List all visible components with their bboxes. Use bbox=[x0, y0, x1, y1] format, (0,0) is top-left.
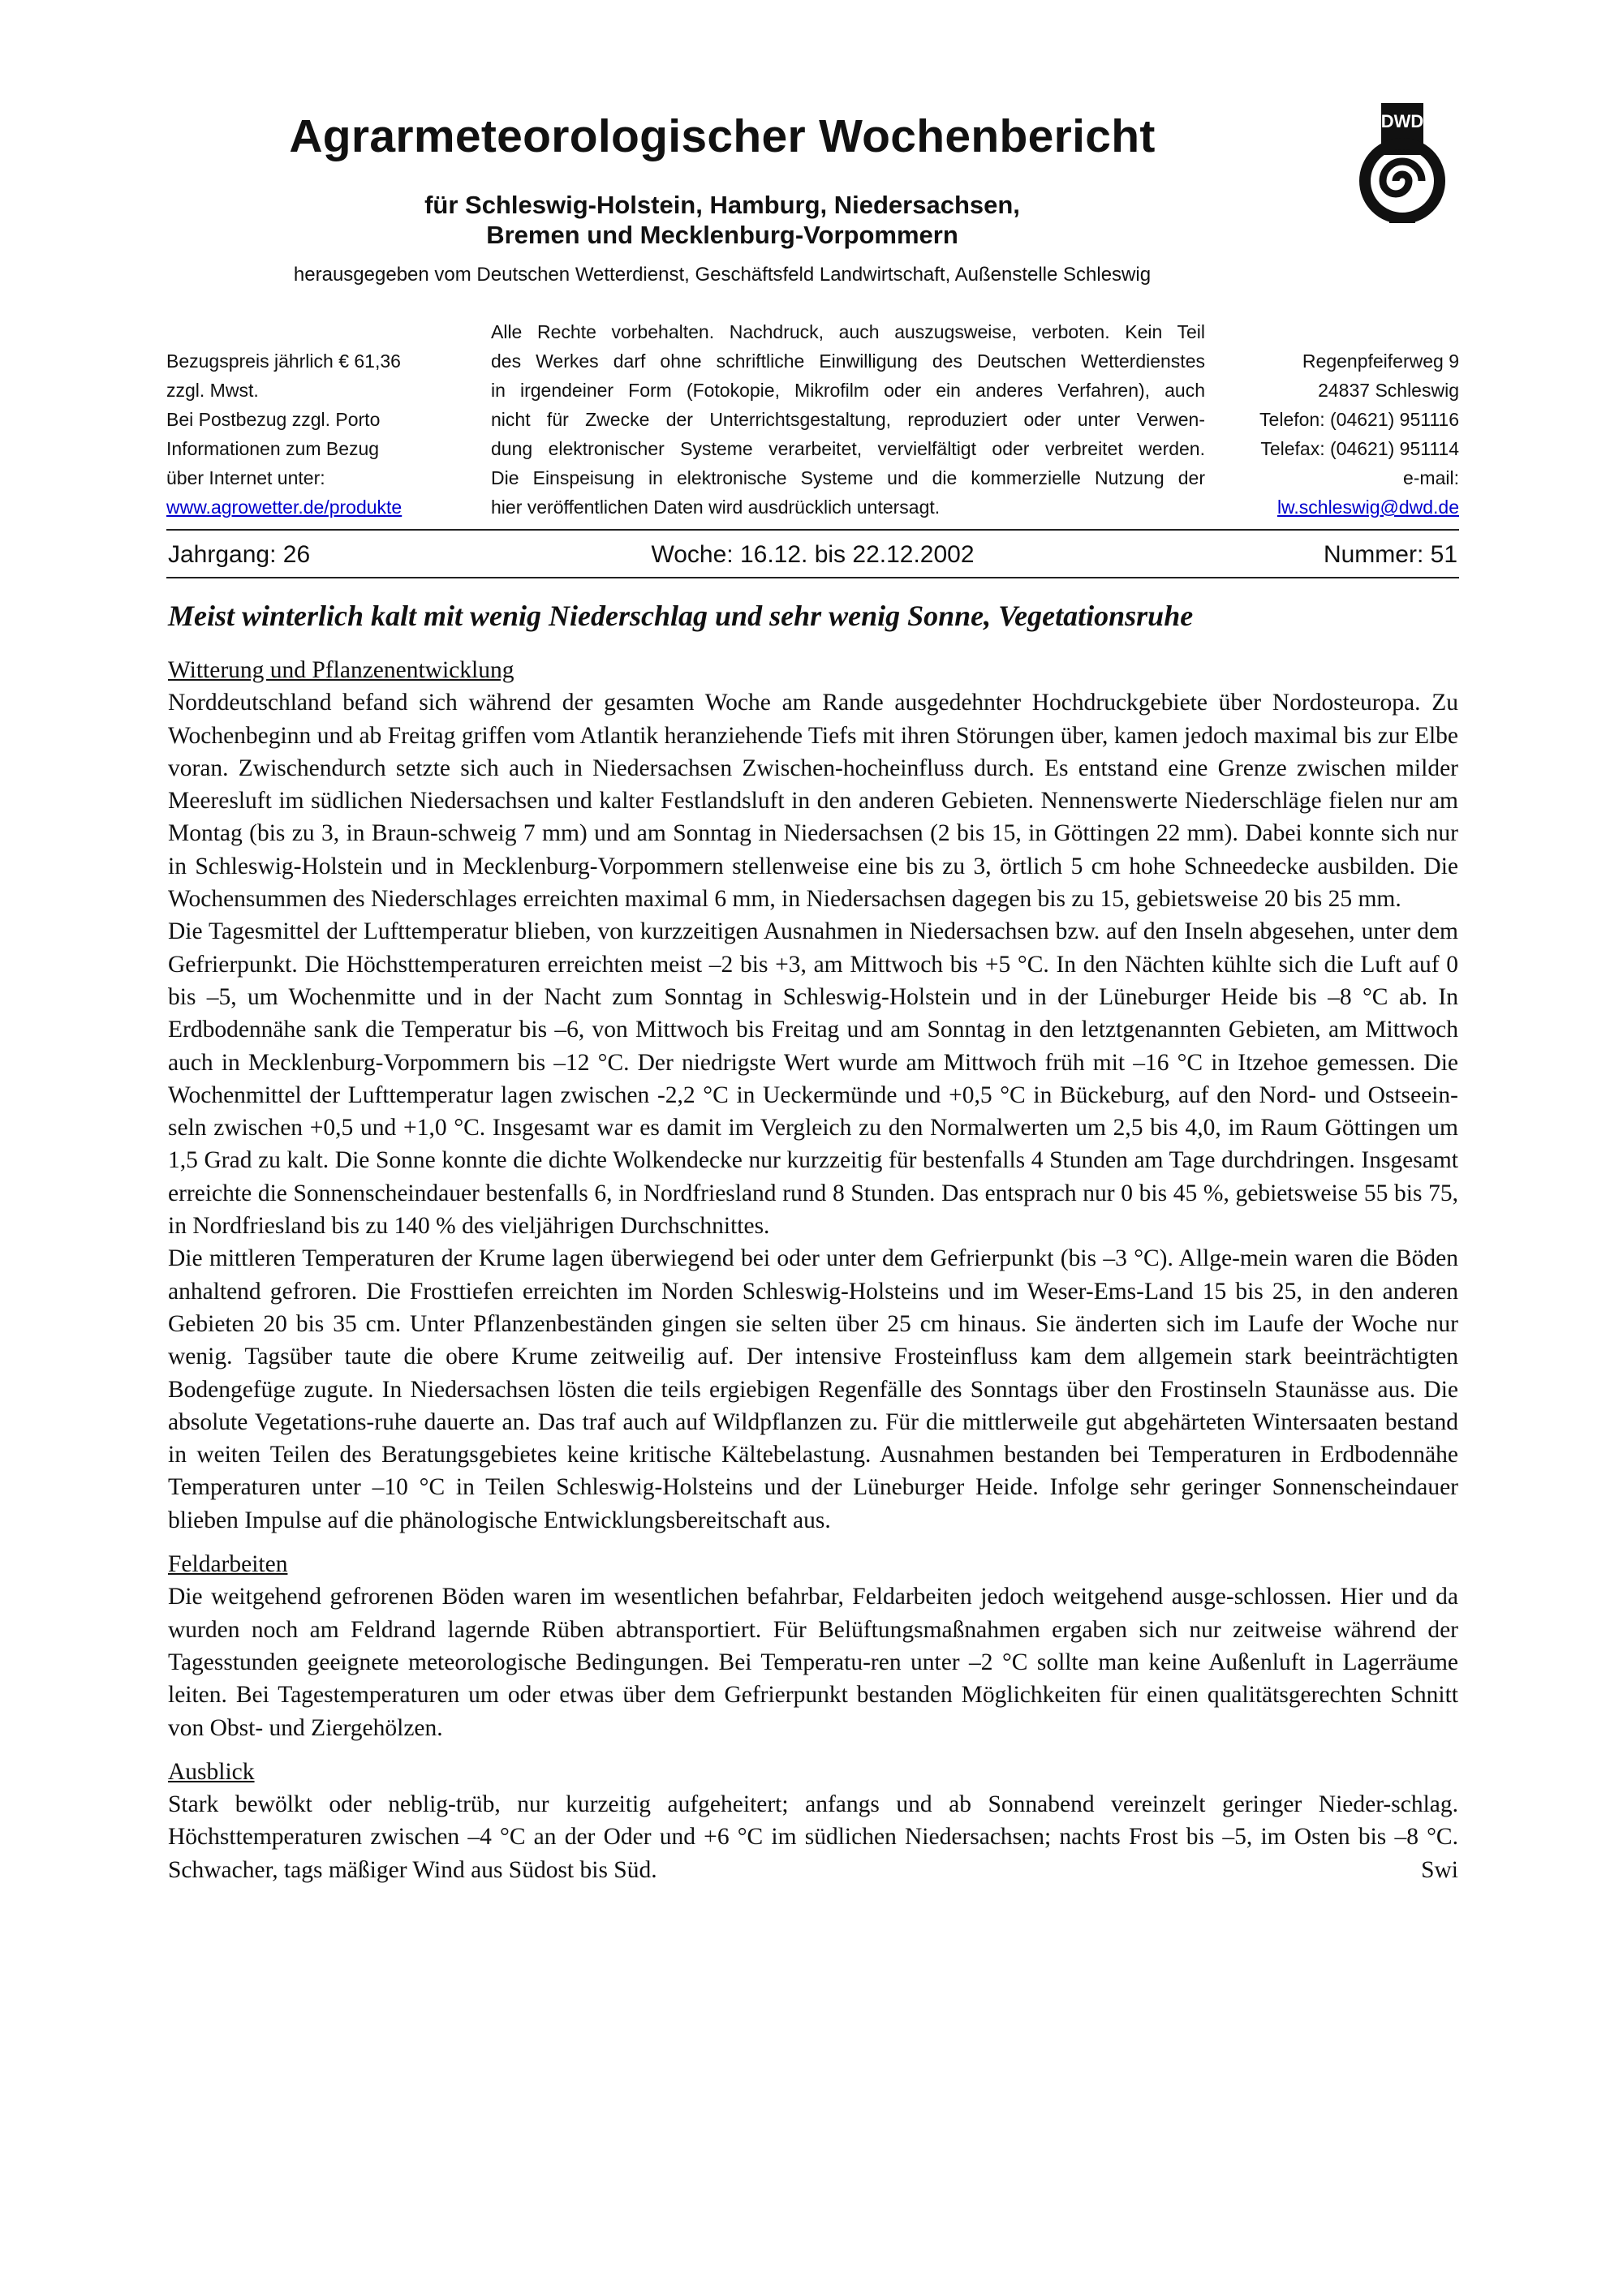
subscription-line: über Internet unter: bbox=[166, 467, 325, 488]
report-subtitle-line1: für Schleswig-Holstein, Hamburg, Niedersachsen, bbox=[424, 191, 1020, 219]
svg-text:DWD: DWD bbox=[1380, 111, 1424, 131]
contact-line: e-mail: bbox=[1402, 467, 1459, 488]
issue-week: Woche: 16.12. bis 22.12.2002 bbox=[651, 541, 975, 568]
subscription-line: zzgl. Mwst. bbox=[166, 380, 259, 401]
subscription-info bbox=[166, 346, 467, 522]
paragraph bbox=[168, 1788, 1458, 1886]
issue-bar bbox=[166, 541, 1459, 574]
issue-bottom-rule bbox=[166, 577, 1459, 578]
copyright-line: hier veröffentlichen Daten wird ausdrücklich untersagt. bbox=[491, 497, 941, 518]
section-title-feldarbeiten: Feldarbeiten bbox=[168, 1551, 288, 1578]
subscription-line: Bezugspreis jährlich € 61,36 bbox=[166, 350, 401, 372]
issue-year: Jahrgang: 26 bbox=[168, 541, 311, 568]
publisher-line: herausgegeben vom Deutschen Wetterdienst, Geschäftsfeld Landwirtschaft, Außenstelle Schleswig bbox=[293, 264, 1152, 286]
paragraph: Die mittleren Temperaturen der Krume lagen überwiegend bei oder unter dem Gefrierpunkt (bis –3 °C). Allge-mein waren die Böden anhaltend gefroren. Die Frosttiefen erreichten im Norden Schleswig-Holsteins und im Weser-Ems-Land 15 bis 25, in den anderen Gebieten 20 bis 35 cm. Unter Pflanzenbeständen gingen sie selten über 25 cm hinaus. Sie änderten sich im Laufe der Woche nur wenig. Tagsüber taute die obere Krume zeitweilig auf. Der intensive Frosteinfluss kam dem allgemein stark beeinträchtigten Bodengefüge zugute. In Niedersachsen lösten die teils ergiebigen Regenfälle des Sonntags über den Frostinseln Staunässe aus. Die absolute Vegetations-ruhe dauerte an. Das traf auch auf Wildpflanzen zu. Für die mittlerweile gut abgehärteten Wintersaaten bestand in weiten Teilen des Beratungsgebietes keine kritische Kältebelastung. Ausnahmen bestanden bei Temperaturen in Erdbodennähe Temperaturen unter –10 °C in Teilen Schleswig-Holsteins und der Lüneburger Heide. Infolge sehr geringer Sonnenscheindauer blieben Impulse auf die phänologische Entwicklungsbereitschaft aus. bbox=[168, 1245, 1458, 1533]
issue-number: Nummer: 51 bbox=[1323, 541, 1457, 568]
copyright-line: dung elektronischer Systeme verarbeitet, vervielfältigt oder verbreitet werden. bbox=[491, 438, 1205, 459]
report-subtitle-line2: Bremen und Mecklenburg-Vorpommern bbox=[486, 221, 958, 249]
contact-info bbox=[1217, 346, 1459, 522]
section-title-ausblick: Ausblick bbox=[168, 1758, 255, 1785]
paragraph: Die Tagesmittel der Lufttemperatur blieben, von kurzzeitigen Ausnahmen in Niedersachsen bzw. auf den Inseln abgesehen, unter dem Gefrierpunkt. Die Höchsttemperaturen erreichten meist –2 bis +3, am Mittwoch bis +5 °C. In den Nächten kühlte sich die Luft auf 0 bis –5, um Wochenmitte und in der Nacht zum Sonntag in Schleswig-Holstein und in der Lüneburger Heide bis –8 °C ab. In Erdbodennähe sank die Temperatur bis –6, von Mittwoch bis Freitag und am Sonntag in den letztgenannten Gebieten, am Mittwoch auch in Mecklenburg-Vorpommern bis –12 °C. Der niedrigste Wert wurde am Mittwoch früh mit –16 °C in Itzehoe gemessen. Die Wochenmittel der Lufttemperatur lagen zwischen -2,2 °C in Ueckermünde und +0,5 °C in Bückeburg, auf den Nord- und Ostseein-seln zwischen +0,5 und +1,0 °C. Insgesamt war es damit im Vergleich zu den Normalwerten um 2,5 bis 4,0, im Raum Göttingen um 1,5 Grad zu kalt. Die Sonne konnte die dichte Wolkendecke nur kurzzeitig für bestenfalls 4 Stunden am Tage durchdringen. Insgesamt erreichte die Sonnenscheindauer bestenfalls 6, in Nordfriesland rund 8 Stunden. Das entsprach nur 0 bis 45 %, gebietsweise 55 bis 75, in Nordfriesland bis zu 140 % des vieljährigen Durchschnittes. bbox=[168, 918, 1458, 1240]
section-title-witterung: Witterung und Pflanzenentwicklung bbox=[168, 657, 514, 683]
report-body bbox=[168, 654, 1458, 1886]
dwd-logo-icon bbox=[1354, 101, 1451, 223]
paragraph: Die weitgehend gefrorenen Böden waren im wesentlichen befahrbar, Feldarbeiten jedoch weitgehend ausge-schlossen. Hier und da wurden noch am Feldrand lagernde Rüben abtransportiert. Für Belüftungsmaßnahmen ergaben sich nur zeitweise während der Tagesstunden geeignete meteorologische Bedingungen. Bei Temperatu-ren unter –2 °C sollte man keine Außenluft in Lagerräume leiten. Bei Tagestemperaturen um oder etwas über dem Gefrierpunkt bestanden Möglichkeiten für einen qualitätsgerechten Schnitt von Obst- und Ziergehölzen. bbox=[168, 1584, 1458, 1741]
issue-top-rule bbox=[166, 529, 1459, 531]
report-headline: Meist winterlich kalt mit wenig Niederschlag und sehr wenig Sonne, Vegetationsruhe bbox=[168, 600, 1194, 632]
email-link[interactable]: lw.schleswig@dwd.de bbox=[1276, 497, 1459, 518]
contact-line: Telefax: (04621) 951114 bbox=[1260, 438, 1459, 459]
paragraph: Norddeutschland befand sich während der gesamten Woche am Rande ausgedehnter Hochdruckgebiete über Nordosteuropa. Zu Wochenbeginn und ab Freitag griffen vom Atlantik heranziehende Tiefs mit ihren Störungen über, kamen jedoch maximal bis zur Elbe voran. Zwischendurch setzte sich auch in Niedersachsen Zwischen-hocheinfluss durch. Es entstand eine Grenze zwischen milder Meeresluft im südlichen Niedersachsen und kalter Festlandsluft in den anderen Gebieten. Nennenswerte Niederschläge fielen nur am Montag (bis zu 3, in Braun-schweig 7 mm) und am Sonntag in Niedersachsen (2 bis 15, in Göttingen 22 mm). Dabei konnte sich nur in Schleswig-Holstein und in Mecklenburg-Vorpommern stellenweise eine bis zu 3, örtlich 5 cm hohe Schneedecke ausbilden. Die Wochensummen des Niederschlages erreichten maximal 6 mm, in Niedersachsen dagegen bis zu 15, gebietsweise 20 bis 25 mm. bbox=[168, 690, 1458, 913]
contact-line: Telefon: (04621) 951116 bbox=[1259, 409, 1459, 430]
ausblick-text: Stark bewölkt oder neblig-trüb, nur kurzeitig aufgeheitert; anfangs und ab Sonnabend vereinzelt geringer Nieder-schlag. Höchsttemperaturen zwischen –4 °C an der Oder und +6 °C im südlichen Niedersachsen; nachts Frost bis –5, im Osten bis –8 °C. Schwacher, tags mäßiger Wind aus Südost bis Süd. bbox=[168, 1791, 1458, 1883]
contact-line: 24837 Schleswig bbox=[1318, 380, 1459, 401]
copyright-line: Alle Rechte vorbehalten. Nachdruck, auch auszugsweise, verboten. Kein Teil bbox=[491, 321, 1205, 342]
report-title: Agrarmeteorologischer Wochenbericht bbox=[289, 110, 1156, 162]
copyright-line: des Werkes darf ohne schriftliche Einwilligung des Deutschen Wetterdienstes bbox=[491, 350, 1205, 372]
copyright-line: nicht für Zwecke der Unterrichtsgestaltung, reproduziert oder unter Verwen- bbox=[491, 409, 1205, 430]
contact-line: Regenpfeiferweg 9 bbox=[1302, 350, 1459, 372]
products-link[interactable]: www.agrowetter.de/produkte bbox=[166, 497, 403, 518]
author-signature: Swi bbox=[1421, 1856, 1458, 1883]
copyright-notice bbox=[491, 317, 1205, 522]
copyright-line: in irgendeiner Form (Fotokopie, Mikrofilm oder ein anderes Verfahren), auch bbox=[491, 380, 1205, 401]
subscription-line: Bei Postbezug zzgl. Porto bbox=[166, 409, 381, 430]
copyright-line: Die Einspeisung in elektronische Systeme und die kommerzielle Nutzung der bbox=[491, 467, 1205, 488]
subscription-line: Informationen zum Bezug bbox=[166, 438, 380, 459]
